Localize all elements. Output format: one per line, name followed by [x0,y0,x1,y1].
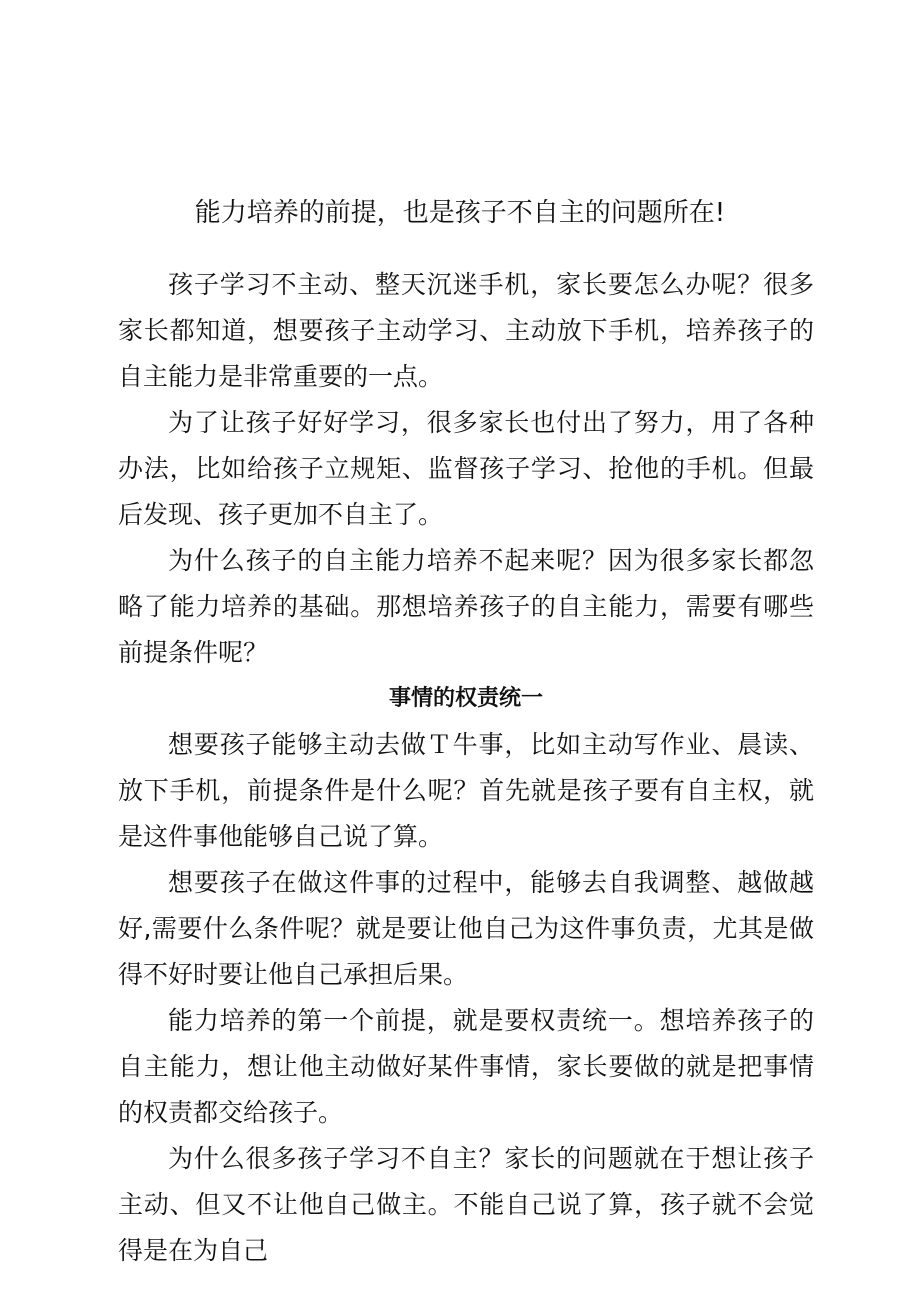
paragraph: 能力培养的第一个前提，就是要权责统一。想培养孩子的自主能力，想让他主动做好某件事情，家长要做的就是把事情的权责都交给孩子。 [118,1006,814,1127]
paragraph: 想要孩子在做这件事的过程中，能够去自我调整、越做越好,需要什么条件呢？就是要让他自己为这件事负责，尤其是做得不好时要让他自己承担后果。 [118,868,814,989]
document-title: 能力培养的前提，也是孩子不自主的问题所在! [194,198,726,229]
paragraph: 为什么很多孩子学习不自主？家长的问题就在于想让孩子主动、但又不让他自己做主。不能自己说了算，孩子就不会觉得是在为自己 [118,1144,814,1265]
paragraph: 孩子学习不主动、整天沉迷手机，家长要怎么办呢？很多家长都知道，想要孩子主动学习、主动放下手机，培养孩子的自主能力是非常重要的一点。 [118,270,814,391]
paragraph: 想要孩子能够主动去做Ｔ牛事，比如主动写作业、晨读、放下手机，前提条件是什么呢？首先就是孩子要有自主权，就是这件事他能够自己说了算。 [118,730,814,851]
document-body [118,262,814,1274]
section-heading: 事情的权责统一 [388,686,543,711]
paragraph: 为了让孩子好好学习，很多家长也付出了努力，用了各种办法，比如给孩子立规矩、监督孩子学习、抢他的手机。但最后发现、孩子更加不自主了。 [118,408,814,529]
paragraph: 为什么孩子的自主能力培养不起来呢？因为很多家长都忽略了能力培养的基础。那想培养孩子的自主能力，需要有哪些前提条件呢？ [118,546,814,667]
